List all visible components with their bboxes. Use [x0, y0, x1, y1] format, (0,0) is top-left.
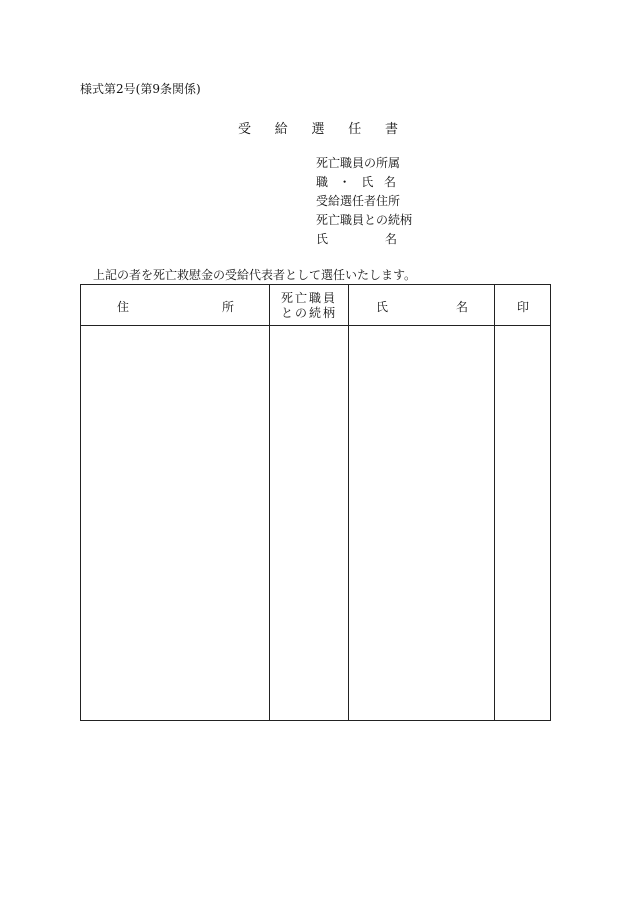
appointment-statement: 上記の者を死亡救慰金の受給代表者として選任いたします。 [93, 268, 417, 282]
header-name-part: 氏 [376, 300, 389, 314]
header-address-part: 所 [221, 300, 234, 314]
seal-entry-cell[interactable] [495, 326, 551, 720]
name-part: 氏 [316, 232, 329, 246]
header-name-part: 名 [455, 300, 468, 314]
header-seal-label: 印 [516, 300, 529, 314]
position-name-part: ・ [338, 175, 351, 189]
header-address [81, 285, 269, 325]
header-address-part: 住 [117, 300, 130, 314]
header-relationship-line2: との続柄 [280, 306, 337, 320]
address-entry-cell[interactable] [81, 326, 269, 720]
name-label [316, 230, 412, 249]
name-entry-cell[interactable] [349, 326, 494, 720]
position-name-label [316, 173, 412, 192]
recipient-address-label: 受給選任者住所 [316, 194, 401, 208]
deceased-info-block [316, 154, 412, 249]
title-char: 任 [348, 122, 362, 137]
affiliation-label: 死亡職員の所属 [316, 156, 401, 170]
name-part: 名 [384, 232, 397, 246]
relationship-label: 死亡職員との続柄 [316, 213, 413, 227]
appointer-table [80, 284, 551, 721]
position-name-part: 名 [383, 175, 396, 189]
title-char: 書 [384, 122, 398, 137]
title-char: 受 [238, 122, 252, 137]
header-relationship-line1: 死亡職員 [280, 291, 337, 305]
title-char: 給 [274, 122, 288, 137]
header-seal [495, 285, 551, 325]
position-name-part: 氏 [361, 175, 374, 189]
header-relationship [270, 285, 348, 325]
header-name [349, 285, 494, 325]
position-name-part: 職 [316, 175, 329, 189]
document-title [238, 118, 398, 137]
title-char: 選 [311, 122, 325, 137]
relationship-entry-cell[interactable] [270, 326, 348, 720]
form-number: 様式第2号(第9条関係) [80, 82, 201, 96]
